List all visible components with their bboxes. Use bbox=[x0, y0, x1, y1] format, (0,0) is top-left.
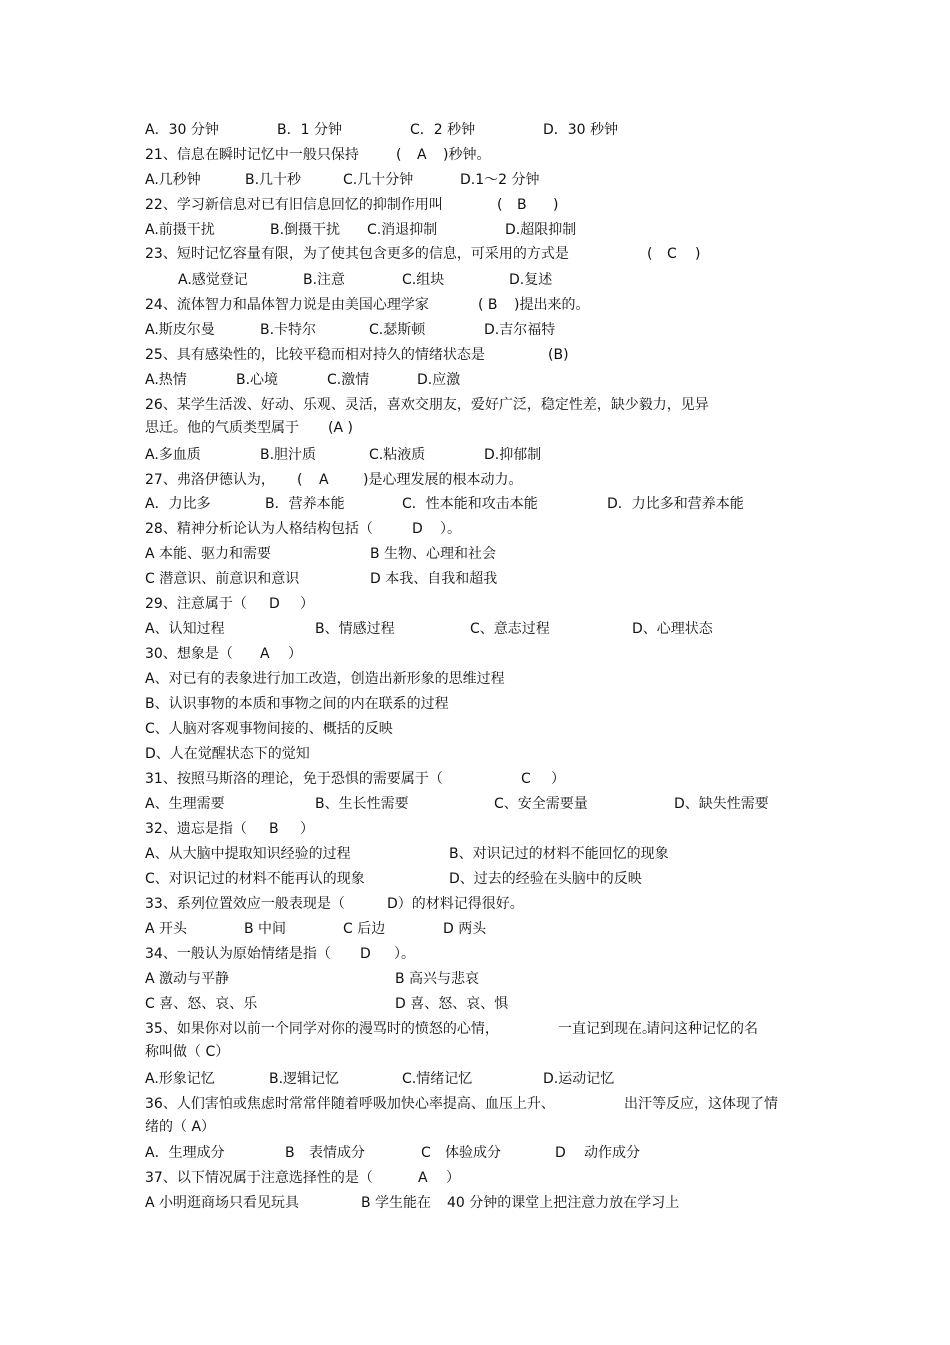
text-segment: A.斯皮尔曼 bbox=[145, 322, 215, 338]
text-segment: 24、流体智力和晶体智力说是由美国心理学家 bbox=[145, 297, 429, 313]
text-line bbox=[0, 918, 950, 940]
text-segment: ） bbox=[446, 1170, 460, 1186]
text-segment: C bbox=[421, 1145, 431, 1161]
text-segment: C．2 秒钟 bbox=[410, 122, 476, 138]
text-segment: 21、信息在瞬时记忆中一般只保持 bbox=[145, 147, 359, 163]
text-segment: ）。 bbox=[440, 521, 461, 537]
text-segment: ） bbox=[288, 646, 302, 662]
text-segment: A.多血质 bbox=[145, 447, 201, 463]
text-segment: A．力比多 bbox=[145, 496, 211, 512]
text-segment: B、认识事物的本质和事物之间的内在联系的过程 bbox=[145, 696, 449, 712]
text-segment: ） bbox=[300, 596, 314, 612]
text-segment: 22、学习新信息对已有旧信息回忆的抑制作用叫 bbox=[145, 197, 443, 213]
text-segment: B.胆汁质 bbox=[260, 447, 317, 463]
text-segment: 出汗等反应，这体现了情 bbox=[624, 1096, 778, 1112]
text-segment: D 喜、怒、哀、惧 bbox=[395, 996, 509, 1012]
text-segment: A．30 分钟 bbox=[145, 122, 219, 138]
text-line bbox=[0, 493, 950, 515]
text-line bbox=[0, 344, 950, 366]
text-segment: 31、按照马斯洛的理论，免于恐惧的需要属于（ bbox=[145, 771, 443, 787]
text-line bbox=[0, 993, 950, 1015]
text-segment: D bbox=[412, 521, 423, 537]
text-line bbox=[0, 943, 950, 965]
text-line bbox=[0, 269, 950, 291]
text-segment: )提出来的。 bbox=[514, 297, 590, 313]
text-segment: D.抑郁制 bbox=[484, 447, 542, 463]
text-segment: A bbox=[417, 147, 427, 163]
text-line bbox=[0, 743, 950, 765]
text-segment: 体验成分 bbox=[445, 1145, 501, 1161]
text-segment: C.情绪记忆 bbox=[402, 1071, 473, 1087]
text-segment: ）。 bbox=[394, 946, 415, 962]
text-segment: 思迁。他的气质类型属于 bbox=[145, 420, 299, 436]
text-segment: A bbox=[260, 646, 270, 662]
text-segment: 32、遗忘是指（ bbox=[145, 821, 247, 837]
text-segment: D、缺失性需要 bbox=[674, 796, 769, 812]
text-segment: ( bbox=[396, 147, 402, 163]
text-segment: C.几十分钟 bbox=[343, 172, 414, 188]
text-segment: C、安全需要量 bbox=[494, 796, 588, 812]
text-segment: D.运动记忆 bbox=[543, 1071, 615, 1087]
text-segment: A.形象记忆 bbox=[145, 1071, 215, 1087]
text-segment: C、意志过程 bbox=[470, 621, 550, 637]
text-segment: D bbox=[555, 1145, 566, 1161]
text-segment: C 潜意识、前意识和意识 bbox=[145, 571, 300, 587]
text-segment: A、生理需要 bbox=[145, 796, 225, 812]
text-segment: 23、短时记忆容量有限，为了使其包含更多的信息，可采用的方式是 bbox=[145, 246, 569, 262]
text-line bbox=[0, 444, 950, 466]
text-segment: B.几十秒 bbox=[245, 172, 302, 188]
text-segment: )是心理发展的根本动力。 bbox=[363, 472, 523, 488]
text-segment: B 生物、心理和社会 bbox=[370, 546, 497, 562]
text-segment: C 后边 bbox=[343, 921, 386, 937]
text-line bbox=[0, 868, 950, 890]
text-segment: A 本能、驱力和需要 bbox=[145, 546, 272, 562]
text-segment: C、人脑对客观事物间接的、概括的反映 bbox=[145, 721, 393, 737]
text-segment: C bbox=[521, 771, 531, 787]
text-segment: A.几秒钟 bbox=[145, 172, 201, 188]
text-segment: C.激情 bbox=[327, 372, 370, 388]
text-segment: 动作成分 bbox=[584, 1145, 640, 1161]
text-segment: )秒钟。 bbox=[443, 147, 491, 163]
text-line bbox=[0, 1167, 950, 1189]
text-segment: C.消退抑制 bbox=[367, 222, 438, 238]
text-segment: D、过去的经验在头脑中的反映 bbox=[449, 871, 642, 887]
text-segment: D．30 秒钟 bbox=[543, 122, 619, 138]
text-segment: A、从大脑中提取知识经验的过程 bbox=[145, 846, 351, 862]
text-line bbox=[0, 818, 950, 840]
text-segment: D）的材料记得很好。 bbox=[387, 896, 524, 912]
text-segment: C、对识记过的材料不能再认的现象 bbox=[145, 871, 365, 887]
text-line bbox=[0, 469, 950, 491]
text-line bbox=[0, 518, 950, 540]
text-segment: 30、想象是（ bbox=[145, 646, 233, 662]
text-segment: C bbox=[667, 246, 677, 262]
text-segment: 34、一般认为原始情绪是指（ bbox=[145, 946, 331, 962]
text-segment: A bbox=[418, 1170, 428, 1186]
text-segment: D bbox=[269, 596, 280, 612]
text-segment: B bbox=[269, 821, 279, 837]
text-line bbox=[0, 843, 950, 865]
text-segment: 35、如果你对以前一个同学对你的漫骂时的愤怒的心情， bbox=[145, 1021, 499, 1037]
text-segment: A bbox=[319, 472, 329, 488]
text-segment: B、对识记过的材料不能回忆的现象 bbox=[449, 846, 669, 862]
text-line bbox=[0, 144, 950, 166]
text-segment: B．营养本能 bbox=[265, 496, 345, 512]
text-line bbox=[0, 693, 950, 715]
text-line bbox=[0, 893, 950, 915]
text-segment: 请问这种记忆的名 bbox=[646, 1021, 758, 1037]
text-segment: A.前摄干扰 bbox=[145, 222, 215, 238]
text-segment: D．力比多和营养本能 bbox=[607, 496, 744, 512]
text-segment: ） bbox=[300, 821, 314, 837]
text-segment: C.粘液质 bbox=[369, 447, 426, 463]
text-segment: ( B bbox=[478, 297, 498, 313]
text-segment: A、对已有的表象进行加工改造，创造出新形象的思维过程 bbox=[145, 671, 505, 687]
text-line bbox=[0, 643, 950, 665]
text-segment: A 开头 bbox=[145, 921, 188, 937]
text-line bbox=[0, 593, 950, 615]
text-line bbox=[0, 543, 950, 565]
text-segment: B、生长性需要 bbox=[315, 796, 409, 812]
text-line bbox=[0, 568, 950, 590]
text-segment: D.应激 bbox=[417, 372, 461, 388]
text-segment: 表情成分 bbox=[309, 1145, 365, 1161]
text-segment: D 两头 bbox=[443, 921, 487, 937]
text-line bbox=[0, 394, 950, 416]
text-segment: 绪的（ A） bbox=[145, 1119, 216, 1135]
text-segment: B bbox=[285, 1145, 295, 1161]
text-segment: C.组块 bbox=[402, 272, 445, 288]
text-segment: C．性本能和攻击本能 bbox=[402, 496, 538, 512]
text-segment: D 本我、自我和超我 bbox=[370, 571, 498, 587]
text-line bbox=[0, 417, 950, 439]
text-line bbox=[0, 1142, 950, 1164]
text-segment: B.心境 bbox=[236, 372, 279, 388]
text-line bbox=[0, 1041, 950, 1063]
text-line bbox=[0, 1116, 950, 1138]
text-segment: A.感觉登记 bbox=[178, 272, 248, 288]
text-segment: D、人在觉醒状态下的觉知 bbox=[145, 746, 310, 762]
text-segment: B．1 分钟 bbox=[277, 122, 342, 138]
text-segment: 一直记到现在。 bbox=[558, 1021, 656, 1037]
text-segment: B 高兴与悲哀 bbox=[395, 971, 480, 987]
text-segment: B.注意 bbox=[303, 272, 346, 288]
text-line bbox=[0, 194, 950, 216]
text-line bbox=[0, 1018, 950, 1040]
text-segment: D、心理状态 bbox=[632, 621, 713, 637]
text-segment: C.瑟斯顿 bbox=[369, 322, 426, 338]
text-segment: C 喜、怒、哀、乐 bbox=[145, 996, 258, 1012]
text-line bbox=[0, 294, 950, 316]
text-segment: A.热情 bbox=[145, 372, 187, 388]
text-line bbox=[0, 119, 950, 141]
text-segment: B 中间 bbox=[244, 921, 287, 937]
text-line bbox=[0, 1068, 950, 1090]
text-segment: 40 分钟的课堂上把注意力放在学习上 bbox=[447, 1195, 680, 1211]
text-segment: 26、某学生活泼、好动、乐观、灵活，喜欢交朋友，爱好广泛，稳定性差，缺少毅力，见异 bbox=[145, 397, 709, 413]
text-segment: 27、弗洛伊德认为， bbox=[145, 472, 275, 488]
text-line bbox=[0, 319, 950, 341]
text-segment: ( bbox=[647, 246, 653, 262]
text-line bbox=[0, 169, 950, 191]
text-segment: 37、以下情况属于注意选择性的是（ bbox=[145, 1170, 373, 1186]
text-segment: ( bbox=[497, 197, 503, 213]
text-line bbox=[0, 219, 950, 241]
text-line bbox=[0, 1093, 950, 1115]
text-segment: ) bbox=[553, 197, 559, 213]
text-segment: D bbox=[360, 946, 371, 962]
text-segment: 36、人们害怕或焦虑时常常伴随着呼吸加快心率提高、血压上升、 bbox=[145, 1096, 555, 1112]
text-segment: 28、精神分析论认为人格结构包括（ bbox=[145, 521, 373, 537]
text-segment: A 激动与平静 bbox=[145, 971, 230, 987]
text-segment: D.吉尔福特 bbox=[484, 322, 556, 338]
text-segment: ) bbox=[695, 246, 701, 262]
text-segment: D.复述 bbox=[509, 272, 553, 288]
text-segment: 称叫做（ C） bbox=[145, 1044, 230, 1060]
text-segment: 29、注意属于（ bbox=[145, 596, 247, 612]
text-line bbox=[0, 668, 950, 690]
text-segment: B 学生能在 bbox=[361, 1195, 432, 1211]
text-segment: B.逻辑记忆 bbox=[269, 1071, 340, 1087]
text-segment: A 小明逛商场只看见玩具 bbox=[145, 1195, 300, 1211]
text-segment: (B) bbox=[548, 347, 569, 363]
text-segment: (A ) bbox=[328, 420, 353, 436]
text-segment: B bbox=[517, 197, 527, 213]
text-segment: 25、具有感染性的，比较平稳而相对持久的情绪状态是 bbox=[145, 347, 485, 363]
text-segment: B、情感过程 bbox=[315, 621, 395, 637]
text-segment: B.倒摄干扰 bbox=[270, 222, 341, 238]
text-segment: B.卡特尔 bbox=[260, 322, 317, 338]
text-line bbox=[0, 968, 950, 990]
text-line bbox=[0, 793, 950, 815]
text-segment: 33、系列位置效应一般表现是（ bbox=[145, 896, 345, 912]
text-segment: D.1～2 分钟 bbox=[460, 172, 540, 188]
text-segment: ( bbox=[297, 472, 303, 488]
text-segment: A．生理成分 bbox=[145, 1145, 225, 1161]
text-segment: A、认知过程 bbox=[145, 621, 225, 637]
text-segment: D.超限抑制 bbox=[505, 222, 577, 238]
text-line bbox=[0, 718, 950, 740]
text-line bbox=[0, 243, 950, 265]
text-line bbox=[0, 1192, 950, 1214]
text-line bbox=[0, 369, 950, 391]
text-line bbox=[0, 618, 950, 640]
text-segment: ） bbox=[551, 771, 565, 787]
text-line bbox=[0, 768, 950, 790]
